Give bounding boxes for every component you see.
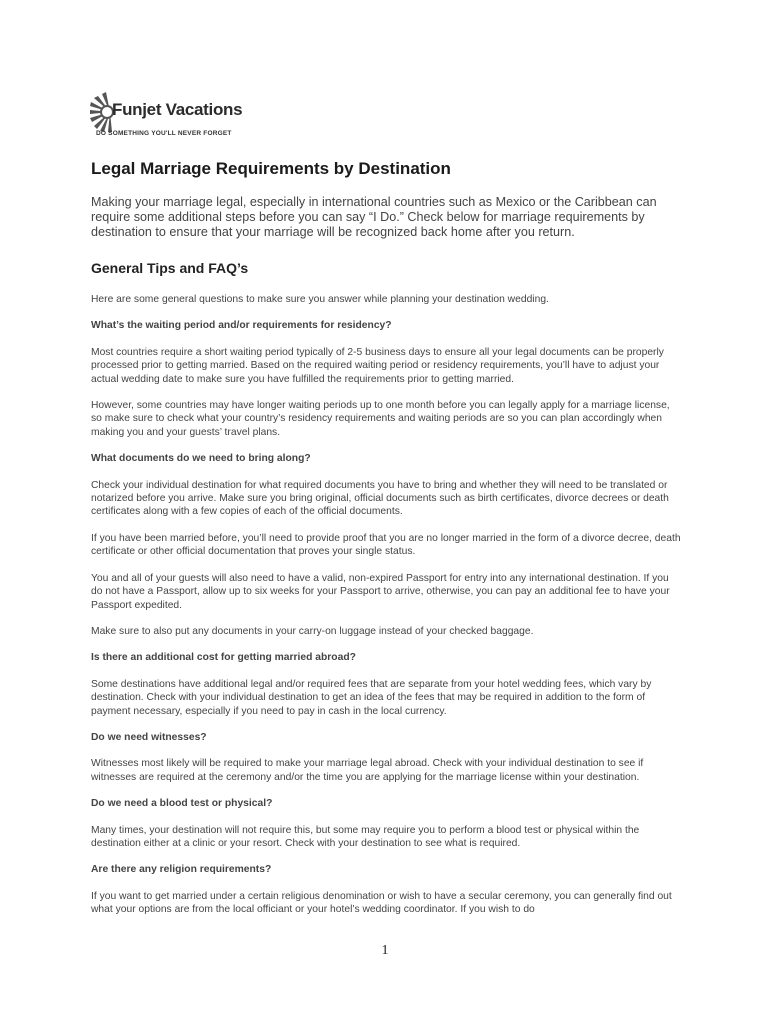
faq-answer: Witnesses most likely will be required to make your marriage legal abroad. Check with your individual destination to see if witnesses are required at the ceremony and/or the time you are applying for the marriage license within your destination. [91,758,644,783]
faq-answer: You and all of your guests will also need to have a valid, non-expired Passport for entry into any international destination. If you do not have a Passport, allow up to six weeks for your Passport to arrive, otherwise, you can pay an additional fee to have your Passport expedited. [91,572,670,611]
faq-answer: Many times, your destination will not require this, but some may require you to perform a blood test or physical within the destination either at a clinic or your resort. Check with your destination to see what is required. [91,824,640,849]
faq-question: Do we need a blood test or physical? [91,798,273,810]
document-body [91,159,681,930]
faq-answer: Check your individual destination for what required documents you have to bring and whether they will need to be translated or notarized before you arrive. Make sure you bring original, official documents such as birth certificates, divorce decrees or death certificates along with a few copies of each of the official documents. [91,479,669,518]
faq-answer: If you want to get married under a certain religious denomination or wish to have a secular ceremony, you can generally find out what your options are from the local officiant or your hotel’s wedding coordinator. If you wish to do [91,890,672,916]
page-title: Legal Marriage Requirements by Destination [91,159,451,178]
section-title: General Tips and FAQ’s [91,260,249,276]
faq-answer: However, some countries may have longer waiting periods up to one month before you can legally apply for a marriage license, so make sure to check what your country’s residency requirements and waiting periods are so you can plan accordingly when making you and your guests’ travel plans. [91,400,670,438]
intro-paragraph: Making your marriage legal, especially in international countries such as Mexico or the Caribbean can require some additional steps before you can say “I Do.” Check below for marriage requirements by destination to ensure that your marriage will be recognized back home after you return. [91,195,657,239]
lead-paragraph: Here are some general questions to make sure you answer while planning your destination wedding. [91,294,549,305]
faq-question: What documents do we need to bring along? [91,453,311,465]
funjet-logo [90,92,290,142]
page-number: 1 [381,943,389,958]
faq-question: Are there any religion requirements? [91,864,272,876]
faq-answer: Most countries require a short waiting period typically of 2-5 business days to ensure all your legal documents can be properly processed prior to getting married. Based on the required waiting period or residency requirements, you’ll have to adjust your actual wedding date to make sure you have fulfilled the requirements prior to getting married. [91,346,664,385]
faq-question: Do we need witnesses? [91,731,207,743]
logo-tagline: DO SOMETHING YOU'LL NEVER FORGET [96,130,232,137]
logo-name: Funjet Vacations [112,100,243,119]
faq-answer: If you have been married before, you’ll need to provide proof that you are no longer married in the form of a divorce decree, death certificate or other official documentation that proves your single status. [91,532,681,558]
faq-answer: Make sure to also put any documents in your carry-on luggage instead of your checked baggage. [91,625,534,637]
faq-question: Is there an additional cost for getting married abroad? [91,652,356,664]
faq-question: What’s the waiting period and/or requirements for residency? [91,320,392,332]
faq-answer: Some destinations have additional legal and/or required fees that are separate from your hotel wedding fees, which vary by destination. Check with your individual destination to get an idea of the fees that may be required in addition to the form of payment necessary, especially if you need to pay in cash in the local currency. [91,678,652,717]
